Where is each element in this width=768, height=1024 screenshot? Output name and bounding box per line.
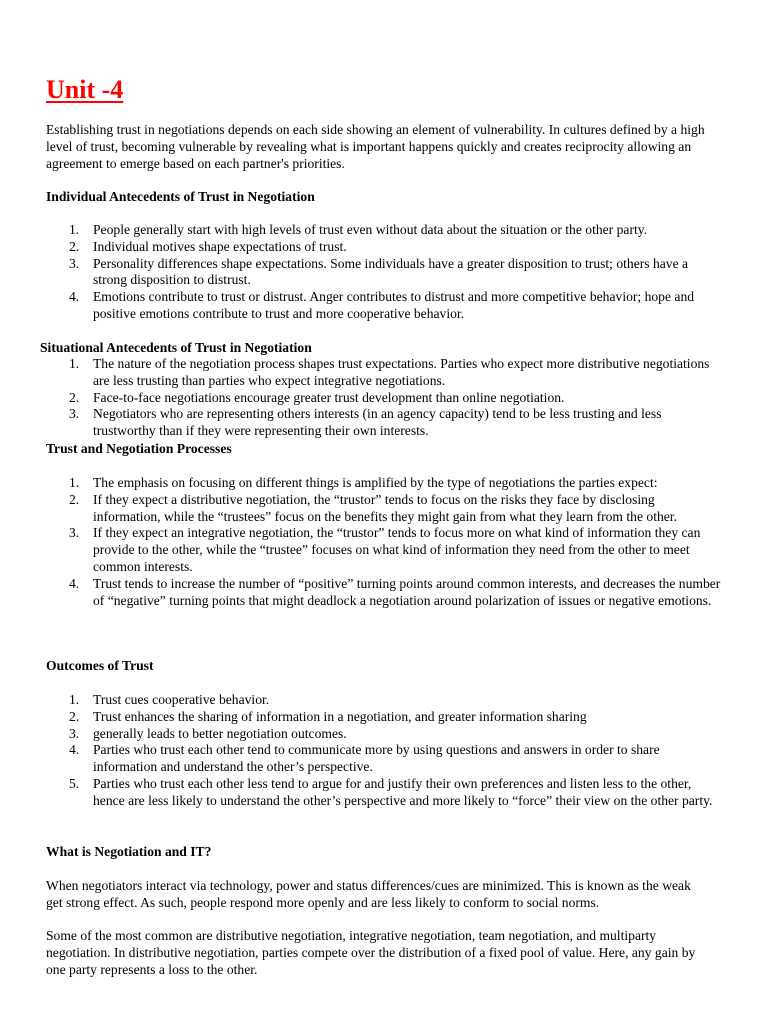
- list-item-number: 1.: [69, 692, 80, 707]
- list-item-text: generally leads to better negotiation outcomes.: [93, 725, 347, 741]
- list-item-text: The emphasis on focusing on different things is amplified by the type of negotiations the parties expect:: [93, 475, 658, 490]
- list-item-text: People generally start with high levels of trust even without data about the situation or the other party.: [93, 222, 648, 237]
- list-item-text: Individual motives shape expectations of trust.: [93, 238, 347, 254]
- list-item-number: 2.: [69, 389, 80, 405]
- list-item-text: Face-to-face negotiations encourage greater trust development than online negotiation.: [93, 389, 565, 405]
- negotiation-it-paragraph-2: Some of the most common are distributive negotiation, integrative negotiation, team negotiation, and multiparty negotiation. In distributive negotiation, parties compete over the distribution of a fixed pool of value. Here, any gain by one party represents a loss to the other.: [46, 928, 696, 977]
- list-item-number: 5.: [69, 775, 80, 791]
- list-item: [69, 491, 723, 526]
- list-item: [69, 742, 723, 776]
- list-item-text: Parties who trust each other less tend to argue for and justify their own preferences and listen less to the other, hence are less likely to understand the other’s perspective and more likely to “force” their view on the other party.: [93, 775, 713, 808]
- list-item-number: 2.: [69, 491, 80, 507]
- list-item-number: 1.: [69, 475, 80, 490]
- list-item-text: Personality differences shape expectations. Some individuals have a greater disposition to trust; others have a strong disposition to distrust.: [93, 255, 689, 288]
- situational-antecedents-list: [69, 356, 723, 440]
- list-item: [69, 775, 723, 810]
- list-item: [69, 356, 723, 390]
- list-item: [69, 475, 723, 492]
- list-item-number: 3.: [69, 725, 80, 741]
- unit-title: Unit -4: [46, 75, 124, 104]
- list-item-text: Trust tends to increase the number of “positive” turning points around common interests, and decreases the number of “negative” turning points that might deadlock a negotiation around polarization of issues or negative emotions.: [93, 575, 721, 608]
- list-item-number: 4.: [69, 289, 80, 305]
- list-item-number: 3.: [69, 255, 80, 271]
- list-item-number: 3.: [69, 525, 80, 541]
- situational-antecedents-heading: Situational Antecedents of Trust in Negotiation: [40, 340, 312, 355]
- individual-antecedents-heading: Individual Antecedents of Trust in Negotiation: [46, 189, 315, 204]
- outcomes-heading: Outcomes of Trust: [46, 658, 154, 673]
- individual-antecedents-list: [69, 222, 723, 323]
- list-item-number: 2.: [69, 708, 80, 724]
- intro-paragraph: Establishing trust in negotiations depends on each side showing an element of vulnerability. In cultures defined by a high level of trust, becoming vulnerable by revealing what is important happens quickly and creates reciprocity allowing an agreement to emerge based on each partner's priorities.: [46, 122, 705, 171]
- list-item: [69, 708, 723, 726]
- list-item-text: Trust enhances the sharing of information in a negotiation, and greater information sharing: [93, 708, 587, 724]
- list-item: [69, 406, 723, 440]
- list-item: [69, 255, 723, 290]
- list-item-text: Negotiators who are representing others interests (in an agency capacity) tend to be less trusting and less trustworthy than if they were representing their own interests.: [93, 406, 662, 439]
- list-item: [69, 238, 723, 256]
- outcomes-list: [69, 692, 723, 810]
- list-item-number: 2.: [69, 238, 80, 254]
- list-item-number: 3.: [69, 406, 80, 422]
- list-item: [69, 222, 723, 239]
- list-item: [69, 575, 723, 610]
- negotiation-it-paragraph-1: When negotiators interact via technology, power and status differences/cues are minimized. This is known as the weak get strong effect. As such, people respond more openly and are less likely to conform to social norms.: [46, 878, 691, 910]
- trust-processes-list: [69, 475, 723, 609]
- list-item: [69, 389, 723, 407]
- list-item-text: If they expect an integrative negotiation, the “trustor” tends to focus more on what kind of information they can provide to the other, while the “trustee” focuses on what kind of information they need from the other to meet common interests.: [93, 525, 701, 574]
- list-item-text: The nature of the negotiation process shapes trust expectations. Parties who expect more distributive negotiations are less trusting than parties who expect integrative negotiations.: [93, 356, 710, 388]
- negotiation-it-heading: What is Negotiation and IT?: [46, 844, 212, 859]
- list-item: [69, 525, 723, 575]
- list-item-text: Trust cues cooperative behavior.: [93, 692, 270, 707]
- list-item: [69, 692, 723, 709]
- list-item: [69, 725, 723, 743]
- list-item-number: 1.: [69, 356, 80, 371]
- list-item: [69, 289, 723, 323]
- trust-processes-heading: Trust and Negotiation Processes: [46, 441, 232, 456]
- list-item-text: Parties who trust each other tend to communicate more by using questions and answers in order to share information and understand the other’s perspective.: [93, 742, 660, 775]
- list-item-number: 4.: [69, 742, 80, 758]
- list-item-text: If they expect a distributive negotiation, the “trustor” tends to focus on the risks they face by disclosing information, while the “trustees” focus on the benefits they might gain from what they learn from the other.: [93, 491, 677, 524]
- list-item-text: Emotions contribute to trust or distrust. Anger contributes to distrust and more competitive behavior; hope and positive emotions contribute to trust and more cooperative behavior.: [93, 289, 695, 321]
- list-item-number: 1.: [69, 222, 80, 237]
- list-item-number: 4.: [69, 575, 80, 591]
